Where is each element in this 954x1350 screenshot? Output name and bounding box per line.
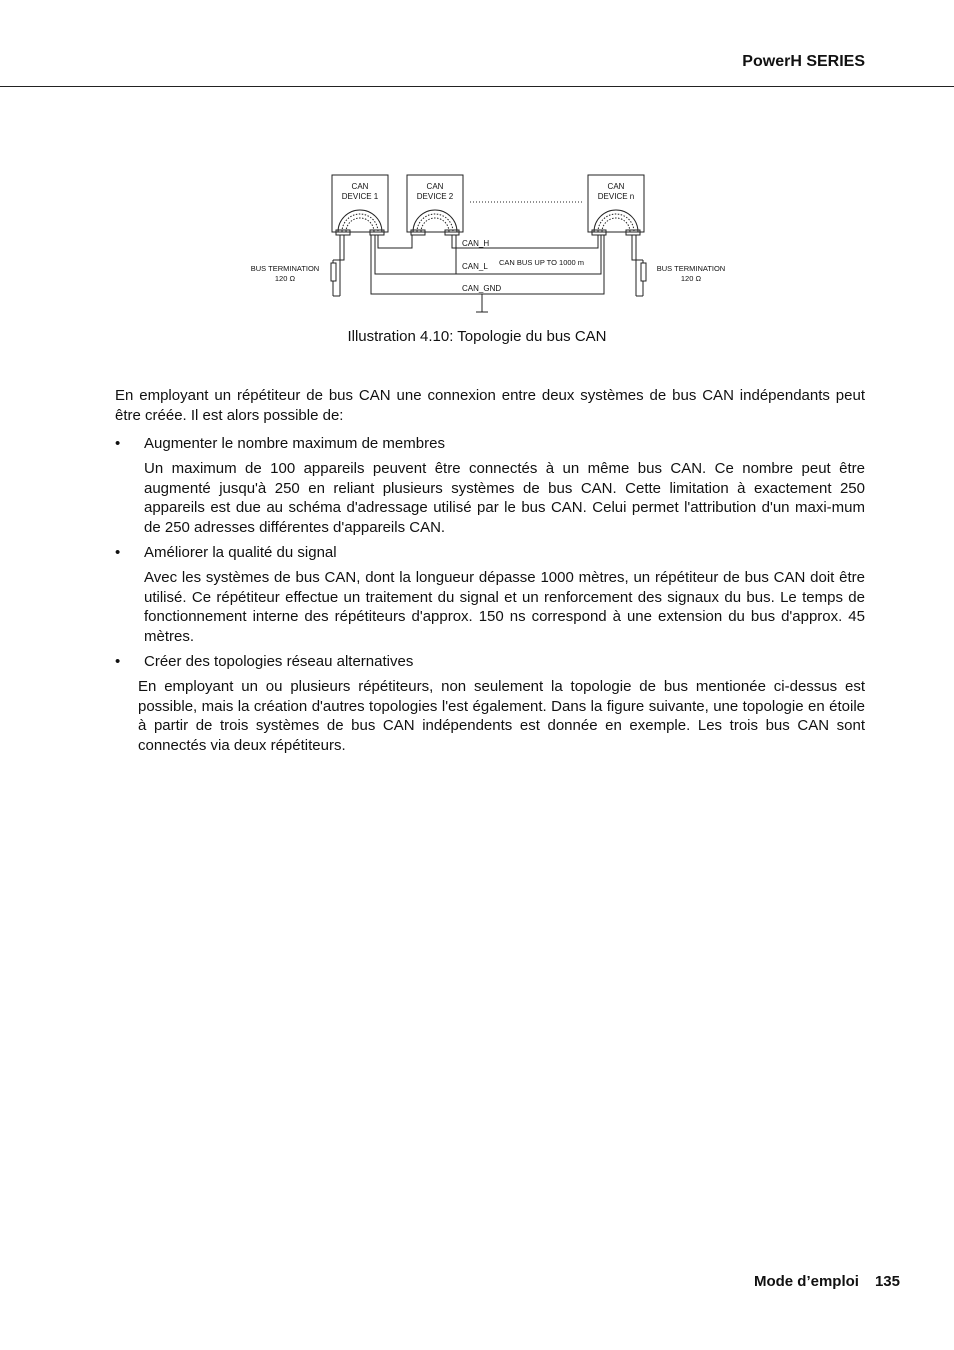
left-termination-value: 120 Ω — [274, 274, 296, 283]
left-termination-resistor — [331, 263, 336, 281]
running-header-title: PowerH SERIES — [742, 53, 865, 70]
footer-label: Mode d’emploi — [753, 1273, 859, 1290]
bullet-paragraph: Un maximum de 100 appareils peuvent être connectés à un même bus CAN. Ce nombre peut être augmenté jusqu'à 250 en reliant plusieurs systèmes de bus CAN. Cette limitation à exactement 250 appareils est due au schéma d'adressage utilisé par le bus CAN. Celui permet l'attribution d'un maxi-mum de 250 adresses différentes d'appareils CAN. — [144, 460, 865, 536]
page-number: 135 — [874, 1273, 900, 1290]
bullet-marker: • — [115, 544, 121, 561]
can-h-label: CAN_H — [462, 239, 490, 248]
bullet-paragraph: Avec les systèmes de bus CAN, dont la longueur dépasse 1000 mètres, un répétiteur de bus CAN doit être utilisé. Ce répétiteur effectue un traitement du signal et un renforcement des signaux du bus. Le temps de fonctionnement interne des répétiteurs d'approx. 150 ns correspond à une extension du bus d'approx. 45 mètres. — [144, 569, 865, 645]
figure-caption: Illustration 4.10: Topologie du bus CAN — [347, 328, 607, 345]
bus-length-label: CAN BUS UP TO 1000 m — [499, 258, 585, 267]
device-2-label-line1: CAN — [426, 182, 444, 191]
bullet-title: Augmenter le nombre maximum de membres — [144, 435, 445, 452]
right-termination-label: BUS TERMINATION — [656, 264, 726, 273]
bullet-paragraph: En employant un ou plusieurs répétiteurs, non seulement la topologie de bus mentionée ci-dessus est possible, mais la création d'autres topologies l'est également. Dans la figure suivante, une topologie en étoile à partir de trois systèmes de bus CAN indépendents est donnée en exemple. Les trois bus CAN sont connectés via deux répétiteurs. — [138, 678, 865, 754]
can-l-label: CAN_L — [462, 262, 488, 271]
device-n-label-line2: DEVICE n — [597, 192, 635, 201]
page-footer — [754, 1273, 900, 1290]
left-termination-label: BUS TERMINATION — [250, 264, 320, 273]
device-1-label-line1: CAN — [351, 182, 369, 191]
intro-paragraph: En employant un répétiteur de bus CAN une connexion entre deux systèmes de bus CAN indépendants peut être créée. Il est alors possible de: — [115, 387, 865, 424]
right-termination-value: 120 Ω — [680, 274, 702, 283]
can-h-wire — [378, 235, 412, 248]
can-l-wire — [375, 235, 456, 274]
header-rule — [0, 86, 954, 87]
right-termination-resistor — [641, 263, 646, 281]
device-1-label-line2: DEVICE 1 — [341, 192, 379, 201]
can-bus-topology-diagram — [240, 168, 740, 318]
device-n-label-line1: CAN — [607, 182, 625, 191]
can-gnd-label: CAN_GND — [462, 284, 502, 293]
bullet-marker: • — [115, 653, 121, 670]
device-2-label-line2: DEVICE 2 — [416, 192, 454, 201]
bullet-title: Créer des topologies réseau alternatives — [144, 653, 414, 670]
bullet-marker: • — [115, 435, 121, 452]
bullet-title: Améliorer la qualité du signal — [144, 544, 337, 561]
